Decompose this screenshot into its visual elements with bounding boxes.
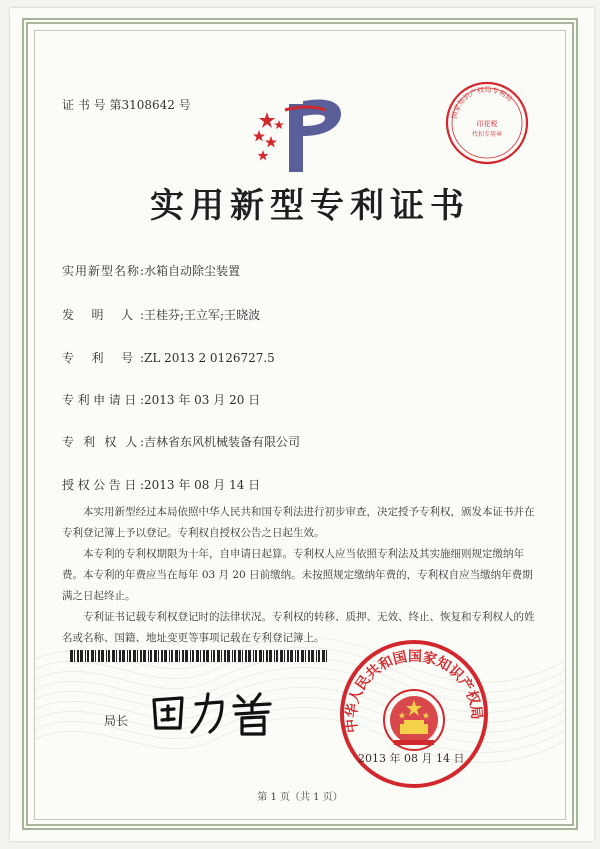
barcode-bar	[259, 650, 262, 662]
barcode-bar	[98, 650, 100, 662]
barcode-bar	[263, 650, 264, 662]
barcode-bar	[122, 650, 125, 662]
svg-text:代扣专用章: 代扣专用章	[471, 131, 503, 138]
barcode-bar	[91, 650, 94, 662]
barcode-bar	[305, 650, 306, 662]
barcode-bar	[143, 650, 146, 662]
barcode-bar	[148, 650, 149, 662]
barcode-bar	[227, 650, 230, 662]
barcode-bar	[318, 650, 320, 662]
barcode-bar	[211, 650, 212, 662]
certificate-title: 实用新型专利证书	[150, 186, 470, 226]
barcode-bar	[297, 650, 299, 662]
body-paragraph: 本实用新型经过本局依照中华人民共和国专利法进行初步审查，决定授予专利权，颁发本证书并在专利登记簿上予以登记。专利权自授权公告之日起生效。	[62, 506, 535, 539]
barcode-bar	[140, 650, 142, 662]
barcode-bar	[287, 650, 289, 662]
barcode-bar	[269, 650, 272, 662]
large-seal-text: 中华人民共和国国家知识产权局	[343, 648, 485, 734]
field-grant-date	[62, 476, 260, 493]
barcode-bar	[171, 650, 173, 662]
barcode-bar	[169, 650, 170, 662]
barcode-bar	[77, 650, 79, 662]
barcode-bar	[190, 650, 191, 662]
certificate-number: 证 书 号 第3108642 号	[62, 98, 191, 112]
national-emblem-icon	[384, 690, 444, 750]
page-footer: 第 1 页（共 1 页）	[257, 792, 343, 803]
field-label: 专 利 号:	[62, 351, 144, 365]
barcode-bar	[150, 650, 152, 662]
barcode-bar	[95, 650, 96, 662]
patent-office-logo	[245, 96, 355, 174]
field-label: 发 明 人:	[62, 308, 144, 322]
barcode-bar	[179, 650, 180, 662]
body-paragraph: 本专利的专利权期限为十年，自申请日起算。专利权人应当依照专利法及其实施细则规定缴纳年费。本专利的年费应当在每年 03 月 20 日前缴纳。未按照规定缴纳年费的，专利权自应当缴纳年费期满之日起终止。	[62, 548, 533, 602]
barcode-bar	[213, 650, 215, 662]
barcode-bar	[232, 650, 233, 662]
field-utility-model-name	[62, 262, 240, 279]
barcode-bar	[280, 650, 283, 662]
svg-text:印花税: 印花税	[476, 120, 498, 128]
field-label: 授权公告日:	[62, 478, 144, 492]
field-application-date	[62, 391, 260, 408]
barcode-bar	[185, 650, 188, 662]
barcode-bar	[242, 650, 243, 662]
barcode-bar	[164, 650, 167, 662]
barcode-bar	[203, 650, 205, 662]
barcode-bar	[295, 650, 296, 662]
small-red-seal	[444, 80, 530, 166]
barcode-bar	[74, 650, 75, 662]
seal-date: 2013 年 08 月 14 日	[358, 752, 465, 765]
barcode-bar	[192, 650, 194, 662]
barcode-bar	[217, 650, 220, 662]
barcode-bar	[266, 650, 268, 662]
director-label: 局长	[104, 714, 129, 728]
barcode-bar	[276, 650, 278, 662]
field-label: 专利申请日:	[62, 393, 144, 407]
field-value: ZL 2013 2 0126727.5	[144, 351, 275, 365]
barcode-bar	[119, 650, 121, 662]
barcode-bar	[221, 650, 222, 662]
barcode-bar	[238, 650, 241, 662]
barcode-bar	[206, 650, 209, 662]
director-signature	[148, 688, 288, 738]
barcode-bar	[326, 650, 327, 662]
barcode-bar	[154, 650, 157, 662]
small-seal-text: 国家知识产权局专利局	[450, 85, 514, 120]
barcode-bar	[116, 650, 117, 662]
barcode-bar	[108, 650, 110, 662]
field-value: 王桂芬;王立军;王晓波	[144, 308, 261, 322]
barcode-bar	[87, 650, 89, 662]
barcode-bar	[234, 650, 236, 662]
barcode-bar	[248, 650, 251, 662]
barcode-bar	[311, 650, 314, 662]
barcode-bar	[137, 650, 138, 662]
barcode-bar	[200, 650, 201, 662]
barcode-bar	[255, 650, 257, 662]
barcode-bar	[80, 650, 83, 662]
barcode-bar	[133, 650, 136, 662]
barcode-bar	[106, 650, 107, 662]
field-inventor	[62, 306, 260, 323]
certificate-body	[62, 502, 542, 649]
barcode-bar	[161, 650, 163, 662]
field-value: 2013 年 03 月 20 日	[144, 393, 261, 407]
barcode-bar	[85, 650, 86, 662]
field-patent-number	[62, 349, 275, 366]
barcode-bar	[175, 650, 178, 662]
barcode-bar	[112, 650, 115, 662]
barcode	[70, 650, 330, 662]
barcode-bar	[70, 650, 73, 662]
barcode-bar	[308, 650, 310, 662]
barcode-bar	[284, 650, 285, 662]
barcode-bar	[274, 650, 275, 662]
barcode-bar	[322, 650, 325, 662]
barcode-bar	[290, 650, 293, 662]
large-red-seal	[338, 638, 490, 790]
body-paragraph: 专利证书记载专利权登记时的法律状况。专利权的转移、质押、无效、终止、恢复和专利权人的姓名或名称、国籍、地址变更等事项记载在专利登记簿上。	[62, 611, 535, 644]
barcode-bar	[245, 650, 247, 662]
field-label: 实用新型名称:	[62, 264, 144, 278]
barcode-bar	[101, 650, 104, 662]
field-value: 吉林省东风机械装备有限公司	[144, 435, 301, 449]
barcode-bar	[224, 650, 226, 662]
field-value: 水箱自动除尘装置	[144, 264, 241, 278]
barcode-bar	[196, 650, 199, 662]
barcode-bar	[253, 650, 254, 662]
barcode-bar	[182, 650, 184, 662]
barcode-bar	[158, 650, 159, 662]
field-value: 2013 年 08 月 14 日	[144, 478, 261, 492]
barcode-bar	[301, 650, 304, 662]
barcode-bar	[129, 650, 131, 662]
field-label: 专 利 权 人:	[62, 435, 144, 449]
barcode-bar	[127, 650, 128, 662]
barcode-bar	[316, 650, 317, 662]
field-patentee	[62, 433, 300, 450]
